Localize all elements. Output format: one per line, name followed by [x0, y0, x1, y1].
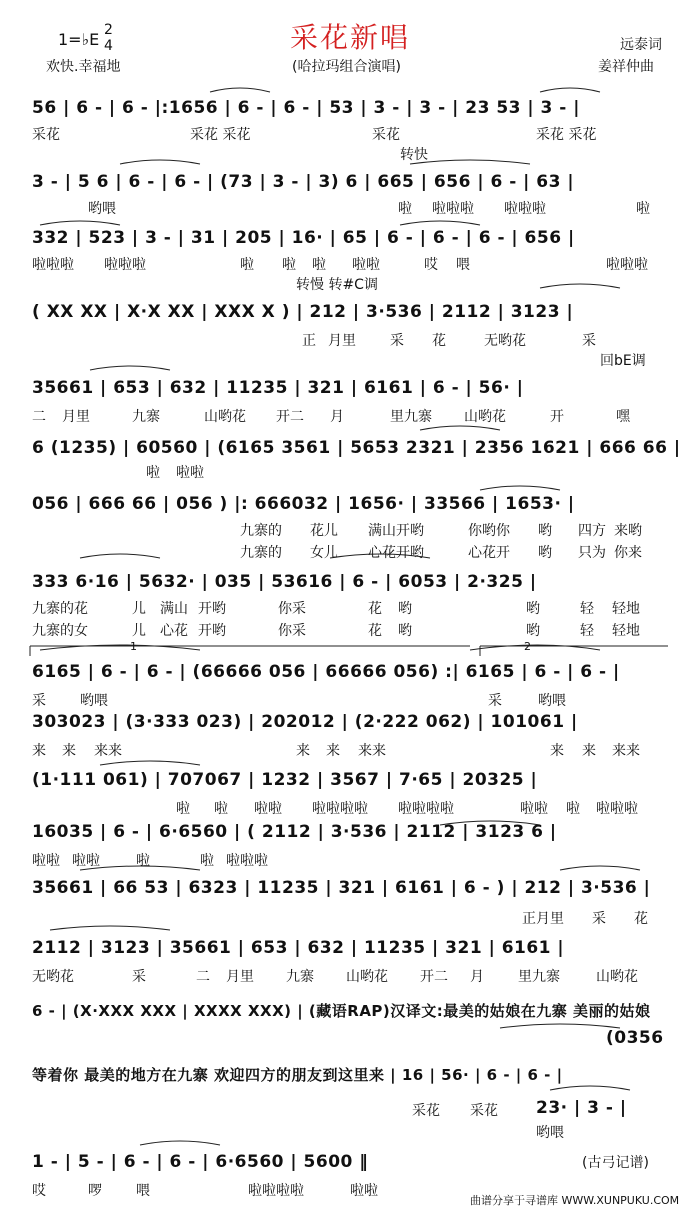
- row-4-lyric-4: 花: [432, 333, 446, 349]
- row-10-lyric-9: 来来: [612, 743, 640, 759]
- score-row-15-notes: 6 - | (X·XXX XXX | XXXX XXX) | (藏语RAP)汉译文:最美的姑娘在九寨 美丽的姑娘: [32, 1002, 651, 1020]
- row-5-lyric-4: 山哟花: [204, 409, 246, 425]
- row-5-lyric-8: 山哟花: [464, 409, 506, 425]
- score-row-16-notes: 等着你 最美的地方在九寨 欢迎四方的朋友到这里来 | 16 | 56· | 6 - | 6 - |: [32, 1066, 563, 1084]
- row-14-lyric-7: 开二: [420, 969, 448, 985]
- row-17-lyric-5: 啦啦: [350, 1183, 378, 1199]
- row-2-lyric-4: 啦啦啦: [504, 201, 546, 217]
- row-16-lyric-2: 采花: [470, 1103, 498, 1119]
- row-8-lyric2-3: 心花: [160, 623, 188, 639]
- row-5-lyric-10: 嘿: [616, 409, 630, 425]
- row-17-lyric-1: 哎: [32, 1183, 46, 1199]
- row-7-lyric2-7: 你来: [614, 545, 642, 561]
- row-11-lyric-4: 啦啦啦啦: [312, 801, 368, 817]
- row-2-lyric-2: 啦: [398, 201, 412, 217]
- row-7-lyric2-1: 九寨的: [240, 545, 282, 561]
- row-8-lyric2-7: 哟: [398, 623, 412, 639]
- row-9-lyric-1: 采: [32, 693, 46, 709]
- score-row-3-notes: 332 | 523 | 3 - | 31 | 205 | 16· | 65 | 6 - | 6 - | 6 - | 656 |: [32, 228, 575, 248]
- row-11-lyric-3: 啦啦: [254, 801, 282, 817]
- row-3-lyric-2: 啦啦啦: [104, 257, 146, 273]
- row-3-mark: 转慢 转#C调: [296, 277, 378, 293]
- composer: 姜祥仲曲: [598, 59, 654, 75]
- row-1-lyric-4: 采花 采花: [536, 127, 597, 143]
- row-7-lyric2-5: 哟: [538, 545, 552, 561]
- row-8-lyric2-4: 开哟: [198, 623, 226, 639]
- row-10-lyric-7: 来: [550, 743, 564, 759]
- row-11-lyric-2: 啦: [214, 801, 228, 817]
- row-12-lyric-1: 啦啦: [32, 853, 60, 869]
- score-row-13-notes: 35661 | 66 53 | 6323 | 11235 | 321 | 6161 | 6 - ) | 212 | 3·536 |: [32, 878, 651, 898]
- row-13-lyric-3: 花: [634, 911, 648, 927]
- score-row-9-notes: 6165 | 6 - | 6 - | (66666 056 | 66666 056) :| 6165 | 6 - | 6 - |: [32, 662, 620, 682]
- row-15-pickup: (0356: [606, 1028, 664, 1048]
- row-8-lyric-10: 轻地: [612, 601, 640, 617]
- row-8-lyric-3: 满山: [160, 601, 188, 617]
- row-3-lyric-1: 啦啦啦: [32, 257, 74, 273]
- row-2-lyric-1: 哟喂: [88, 201, 116, 217]
- row-1-lyric-3: 采花: [372, 127, 400, 143]
- row-3-lyric-5: 啦: [312, 257, 326, 273]
- row-7-lyric-6: 四方: [578, 523, 606, 539]
- score-row-5-notes: 35661 | 653 | 632 | 11235 | 321 | 6161 | 6 - | 56· |: [32, 378, 524, 398]
- row-6-lyric-2: 啦啦: [176, 465, 204, 481]
- row-17-lyric-2: 啰: [88, 1183, 102, 1199]
- volta-1: 1: [130, 640, 137, 653]
- row-4-lyric-3: 采: [390, 333, 404, 349]
- performers: (哈拉玛组合演唱): [292, 59, 401, 75]
- row-8-lyric-8: 哟: [526, 601, 540, 617]
- row-14-lyric-3: 二: [196, 969, 210, 985]
- row-3-lyric-6: 啦啦: [352, 257, 380, 273]
- row-10-lyric-4: 来: [296, 743, 310, 759]
- row-14-lyric-9: 里九寨: [518, 969, 560, 985]
- row-5-lyric-5: 开二: [276, 409, 304, 425]
- score-row-12-notes: 16035 | 6 - | 6·6560 | ( 2112 | 3·536 | 2112 | 3123 6 |: [32, 822, 557, 842]
- score-row-14-notes: 2112 | 3123 | 35661 | 653 | 632 | 11235 | 321 | 6161 |: [32, 938, 565, 958]
- row-8-lyric-2: 儿: [132, 601, 146, 617]
- row-8-lyric2-5: 你采: [278, 623, 306, 639]
- row-7-lyric2-6: 只为: [578, 545, 606, 561]
- row-14-lyric-4: 月里: [226, 969, 254, 985]
- row-7-lyric-4: 你哟你: [468, 523, 510, 539]
- row-8-lyric-6: 花: [368, 601, 382, 617]
- row-17-lyric-3: 喂: [136, 1183, 150, 1199]
- transcriber-note: (古弓记谱): [582, 1155, 649, 1171]
- row-10-lyric-1: 来: [32, 743, 46, 759]
- row-8-lyric2-1: 九寨的女: [32, 623, 88, 639]
- row-14-lyric-1: 无哟花: [32, 969, 74, 985]
- row-5-lyric-7: 里九寨: [390, 409, 432, 425]
- row-7-lyric-3: 满山开哟: [368, 523, 424, 539]
- time-sig-bottom: 4: [104, 38, 113, 54]
- row-12-lyric-3: 啦: [136, 853, 150, 869]
- row-16-inner-notes: 23· | 3 - |: [536, 1098, 627, 1118]
- row-12-lyric-5: 啦啦啦: [226, 853, 268, 869]
- row-8-lyric2-9: 轻: [580, 623, 594, 639]
- row-7-lyric-7: 来哟: [614, 523, 642, 539]
- row-2-lyric-3: 啦啦啦: [432, 201, 474, 217]
- row-16-inner-lyric: 哟喂: [536, 1125, 564, 1141]
- row-5-lyric-2: 月里: [62, 409, 90, 425]
- row-3-lyric-9: 啦啦啦: [606, 257, 648, 273]
- row-7-lyric-5: 哟: [538, 523, 552, 539]
- row-4-lyric-6: 采: [582, 333, 596, 349]
- row-9-lyric-2: 哟喂: [80, 693, 108, 709]
- row-5-lyric-6: 月: [330, 409, 344, 425]
- row-5-lyric-1: 二: [32, 409, 46, 425]
- score-row-4-notes: ( XX XX | X·X XX | XXX X ) | 212 | 3·536 | 2112 | 3123 |: [32, 302, 574, 322]
- song-title: 采花新唱: [290, 21, 411, 54]
- row-4-lyric-2: 月里: [328, 333, 356, 349]
- row-1-lyric-2: 采花 采花: [190, 127, 251, 143]
- row-4-lyric-5: 无哟花: [484, 333, 526, 349]
- row-8-lyric-5: 你采: [278, 601, 306, 617]
- row-3-lyric-7: 哎: [424, 257, 438, 273]
- score-row-10-notes: 303023 | (3·333 023) | 202012 | (2·222 062) | 101061 |: [32, 712, 578, 732]
- row-10-lyric-3: 来来: [94, 743, 122, 759]
- row-10-lyric-2: 来: [62, 743, 76, 759]
- row-4-lyric-1: 正: [302, 333, 316, 349]
- row-7-lyric2-4: 心花开: [468, 545, 510, 561]
- volta-2: 2: [524, 640, 531, 653]
- row-5-lyric-3: 九寨: [132, 409, 160, 425]
- row-8-lyric2-10: 轻地: [612, 623, 640, 639]
- row-10-lyric-6: 来来: [358, 743, 386, 759]
- row-9-lyric-4: 哟喂: [538, 693, 566, 709]
- time-sig-top: 2: [104, 22, 113, 38]
- row-8-lyric-7: 哟: [398, 601, 412, 617]
- row-8-lyric-9: 轻: [580, 601, 594, 617]
- row-14-lyric-10: 山哟花: [596, 969, 638, 985]
- row-10-lyric-8: 来: [582, 743, 596, 759]
- row-3-lyric-8: 喂: [456, 257, 470, 273]
- row-7-lyric2-3: 心花开哟: [368, 545, 424, 561]
- row-2-lyric-5: 啦: [636, 201, 650, 217]
- row-17-lyric-4: 啦啦啦啦: [248, 1183, 304, 1199]
- row-8-lyric2-2: 儿: [132, 623, 146, 639]
- score-row-7-notes: 056 | 666 66 | 056 ) |: 666032 | 1656· | 33566 | 1653· |: [32, 494, 575, 514]
- row-13-lyric-2: 采: [592, 911, 606, 927]
- footer-watermark: 曲谱分享于寻谱库 WWW.XUNPUKU.COM: [470, 1194, 680, 1207]
- row-13-lyric-1: 正月里: [522, 911, 564, 927]
- row-9-lyric-3: 采: [488, 693, 502, 709]
- row-4-mark: 回bE调: [600, 353, 646, 369]
- row-7-lyric-1: 九寨的: [240, 523, 282, 539]
- row-8-lyric2-6: 花: [368, 623, 382, 639]
- score-row-6-notes: 6 (1235) | 60560 | (6165 3561 | 5653 2321 | 2356 1621 | 666 66 |: [32, 438, 681, 458]
- row-8-lyric-1: 九寨的花: [32, 601, 88, 617]
- row-11-lyric-5: 啦啦啦啦: [398, 801, 454, 817]
- key-signature: 1=♭E: [58, 30, 100, 49]
- row-16-lyric-1: 采花: [412, 1103, 440, 1119]
- row-5-lyric-9: 开: [550, 409, 564, 425]
- row-8-lyric2-8: 哟: [526, 623, 540, 639]
- score-row-11-notes: (1·111 061) | 707067 | 1232 | 3567 | 7·65 | 20325 |: [32, 770, 538, 790]
- row-7-lyric-2: 花儿: [310, 523, 338, 539]
- score-row-17-notes: 1 - | 5 - | 6 - | 6 - | 6·6560 | 5600 ‖: [32, 1152, 369, 1172]
- row-8-lyric-4: 开哟: [198, 601, 226, 617]
- row-11-lyric-1: 啦: [176, 801, 190, 817]
- row-12-lyric-4: 啦: [200, 853, 214, 869]
- row-1-lyric-1: 采花: [32, 127, 60, 143]
- row-11-lyric-6: 啦啦: [520, 801, 548, 817]
- row-14-lyric-5: 九寨: [286, 969, 314, 985]
- score-row-1-notes: 56 | 6 - | 6 - |:1656 | 6 - | 6 - | 53 | 3 - | 3 - | 23 53 | 3 - |: [32, 98, 580, 118]
- score-row-8-notes: 333 6·16 | 5632· | 035 | 53616 | 6 - | 6053 | 2·325 |: [32, 572, 537, 592]
- row-1-mark: 转快: [400, 147, 428, 163]
- row-3-lyric-4: 啦: [282, 257, 296, 273]
- lyricist: 远泰词: [620, 37, 662, 53]
- row-14-lyric-8: 月: [470, 969, 484, 985]
- row-14-lyric-2: 采: [132, 969, 146, 985]
- row-7-lyric2-2: 女儿: [310, 545, 338, 561]
- row-14-lyric-6: 山哟花: [346, 969, 388, 985]
- row-12-lyric-2: 啦啦: [72, 853, 100, 869]
- row-10-lyric-5: 来: [326, 743, 340, 759]
- row-6-lyric-1: 啦: [146, 465, 160, 481]
- row-3-lyric-3: 啦: [240, 257, 254, 273]
- tempo-mark: 欢快.幸福地: [46, 59, 121, 75]
- row-11-lyric-7: 啦: [566, 801, 580, 817]
- score-row-2-notes: 3 - | 5 6 | 6 - | 6 - | (73 | 3 - | 3) 6 | 665 | 656 | 6 - | 63 |: [32, 172, 575, 192]
- row-11-lyric-8: 啦啦啦: [596, 801, 638, 817]
